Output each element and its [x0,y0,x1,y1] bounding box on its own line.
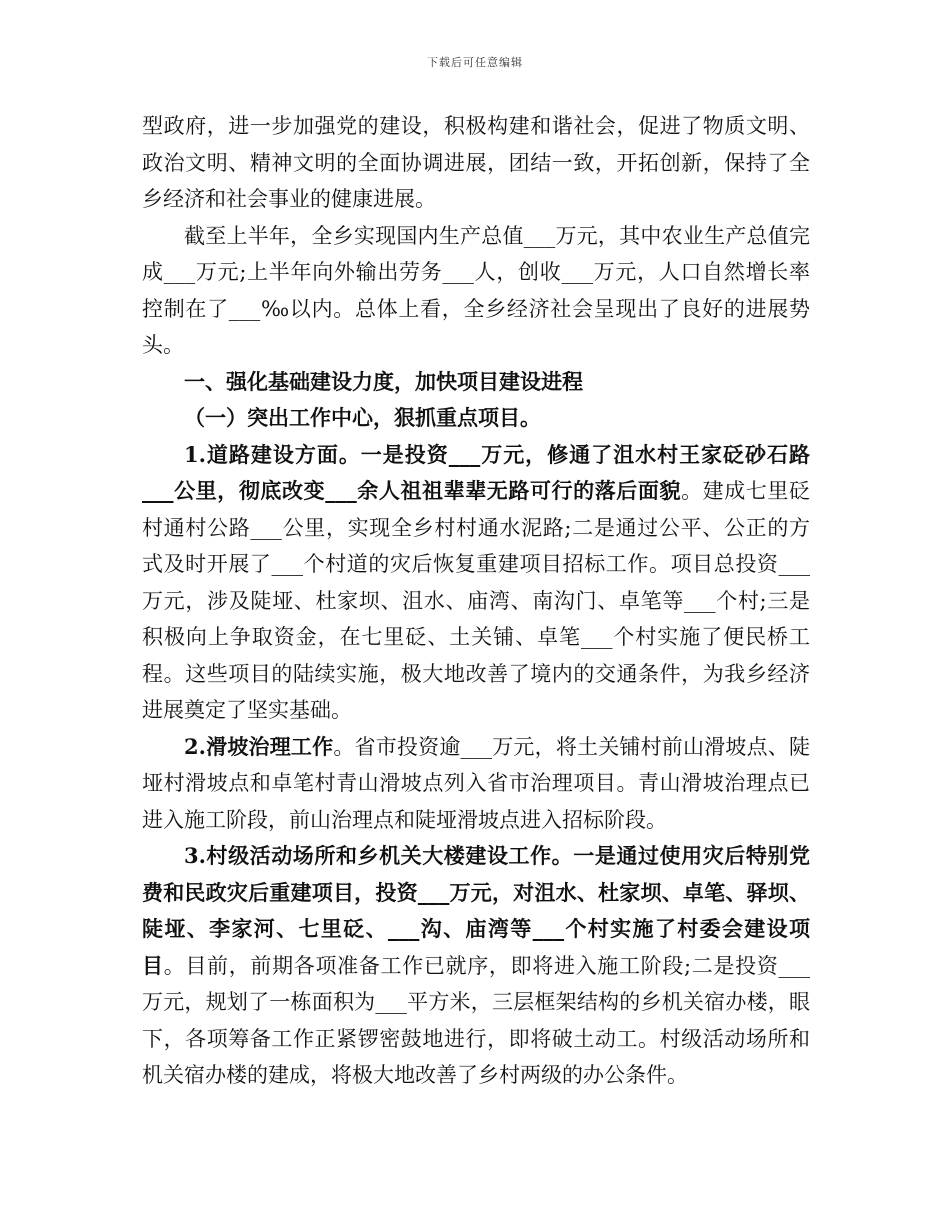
paragraph-village-venues [142,838,810,1094]
paragraph-text: 。建成七里砭村通村公路___公里，实现全乡村村通水泥路;二是通过公平、公正的方式及时开展了___个村道的灾后恢复重建项目招标工作。项目总投资___万元，涉及陡垭、杜家坝、沮水、庙湾、南沟门、卓笔等___个村;三是积极向上争取资金，在七里砭、土关铺、卓笔___个村实施了便民桥工程。这些项目的陆续实施，极大地改善了境内的交通条件，为我乡经济进展奠定了坚实基础。 [142,479,811,722]
paragraph-landslide [142,729,810,839]
heading-text: 一、强化基础建设力度，加快项目建设进程 [184,368,583,394]
document-body [142,108,810,1094]
page-header: 下载后可任意编辑 [427,56,523,69]
paragraph-text: 。目前，前期各项准备工作已就序，即将进入施工阶段;二是投资___万元，规划了一栋面积为___平方米，三层框架结构的乡机关宿办楼，眼下，各项筹备工作正紧锣密鼓地进行，即将破土动工。村级活动场所和机关宿办楼的建成，将极大地改善了乡村两级的办公条件。 [142,953,811,1087]
bold-lead-text: 3.村级活动场所和乡机关大楼建设工作。一是通过使用灾后特别党费和民政灾后重建项目，投资___万元，对沮水、杜家坝、卓笔、驿坝、陡垭、李家河、七里砭、___沟、庙湾等___个村实施了村委会建设项目 [142,843,810,978]
bold-lead-text: 2.滑坡治理工作 [184,733,334,759]
paragraph-intro [142,108,810,218]
paragraph-text: 截至上半年，全乡实现国内生产总值___万元，其中农业生产总值完成___万元;上半年向外输出劳务___人，创收___万元，人口自然增长率控制在了___‰以内。总体上看，全乡经济社会呈现出了良好的进展势头。 [142,223,810,357]
bold-lead-text: 1.道路建设方面。一是投资___万元，修通了沮水村王家砭砂石路___公里，彻底改变___余人祖祖辈辈无路可行的落后面貌 [142,441,810,503]
paragraph-road-construction [142,437,810,729]
paragraph-summary [142,218,810,364]
heading-text: （一）突出工作中心，狠抓重点项目。 [184,405,541,430]
section-heading [142,364,810,401]
subsection-heading [142,400,810,437]
paragraph-text: 。省市投资逾___万元，将土关铺村前山滑坡点、陡垭村滑坡点和卓笔村青山滑坡点列入省市治理项目。青山滑坡治理点已进入施工阶段，前山治理点和陡垭滑坡点进入招标阶段。 [142,734,810,832]
paragraph-text: 型政府，进一步加强党的建设，积极构建和谐社会，促进了物质文明、政治文明、精神文明的全面协调进展，团结一致，开拓创新，保持了全乡经济和社会事业的健康进展。 [142,114,810,211]
